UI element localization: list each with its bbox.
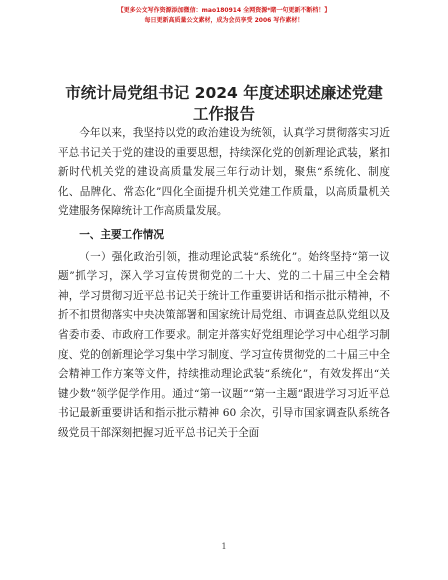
- document-title: 市统计局党组书记 2024 年度述职述廉述党建工作报告: [65, 84, 383, 123]
- promo-banner-line-1: 【更多公文写作资源添加微信：mao180914 全网资源*睹一句更新不断档！】: [117, 7, 331, 14]
- body-paragraph: （一）强化政治引领，推动理论武装“系统化”。始终坚持“第一议题”抓学习，深入学习宣传贯彻党的二十大、党的二十届三中全会精神，学习贯彻习近平总书记关于统计工作重要讲话和指示批示精神，不折不扣贯彻落实中央决策部署和国家统计局党组、市调查总队党组以及省委市委、市政府工作要求。制定并落实好党组理论学习中心组学习制度、党的创新理论学习集中学习制度、学习宣传贯彻党的二十届三中全会精神工作方案等文件，持续推动理论武装“系统化”，有效发挥出“关键少数”领学促学作用。通过“第一议题”“第一主题”跟进学习习近平总书记最新重要讲话和指示批示精神 60 余次，引导市国家调查队系统各级党员干部深刻把握习近平总书记关于全面: [58, 250, 390, 439]
- intro-paragraph: 今年以来，我坚持以党的政治建设为统领，认真学习贯彻落实习近平总书记关于党的建设的重要思想，持续深化党的创新理论武装，紧扣新时代机关党的建设高质量发展三年行动计划，聚焦“系统化、制度化、品牌化、常态化”四化全面提升机关党建工作质量，以高质量机关党建服务保障统计工作高质量发展。: [58, 127, 390, 218]
- page-number: 1: [221, 542, 227, 551]
- promo-banner: [0, 6, 448, 26]
- document-body: [58, 124, 390, 444]
- section-heading: 一、主要工作情况: [79, 228, 164, 241]
- promo-banner-line-2: 每日更新高质量公文素材，成为会员享受 2006 写作素材！: [144, 17, 304, 24]
